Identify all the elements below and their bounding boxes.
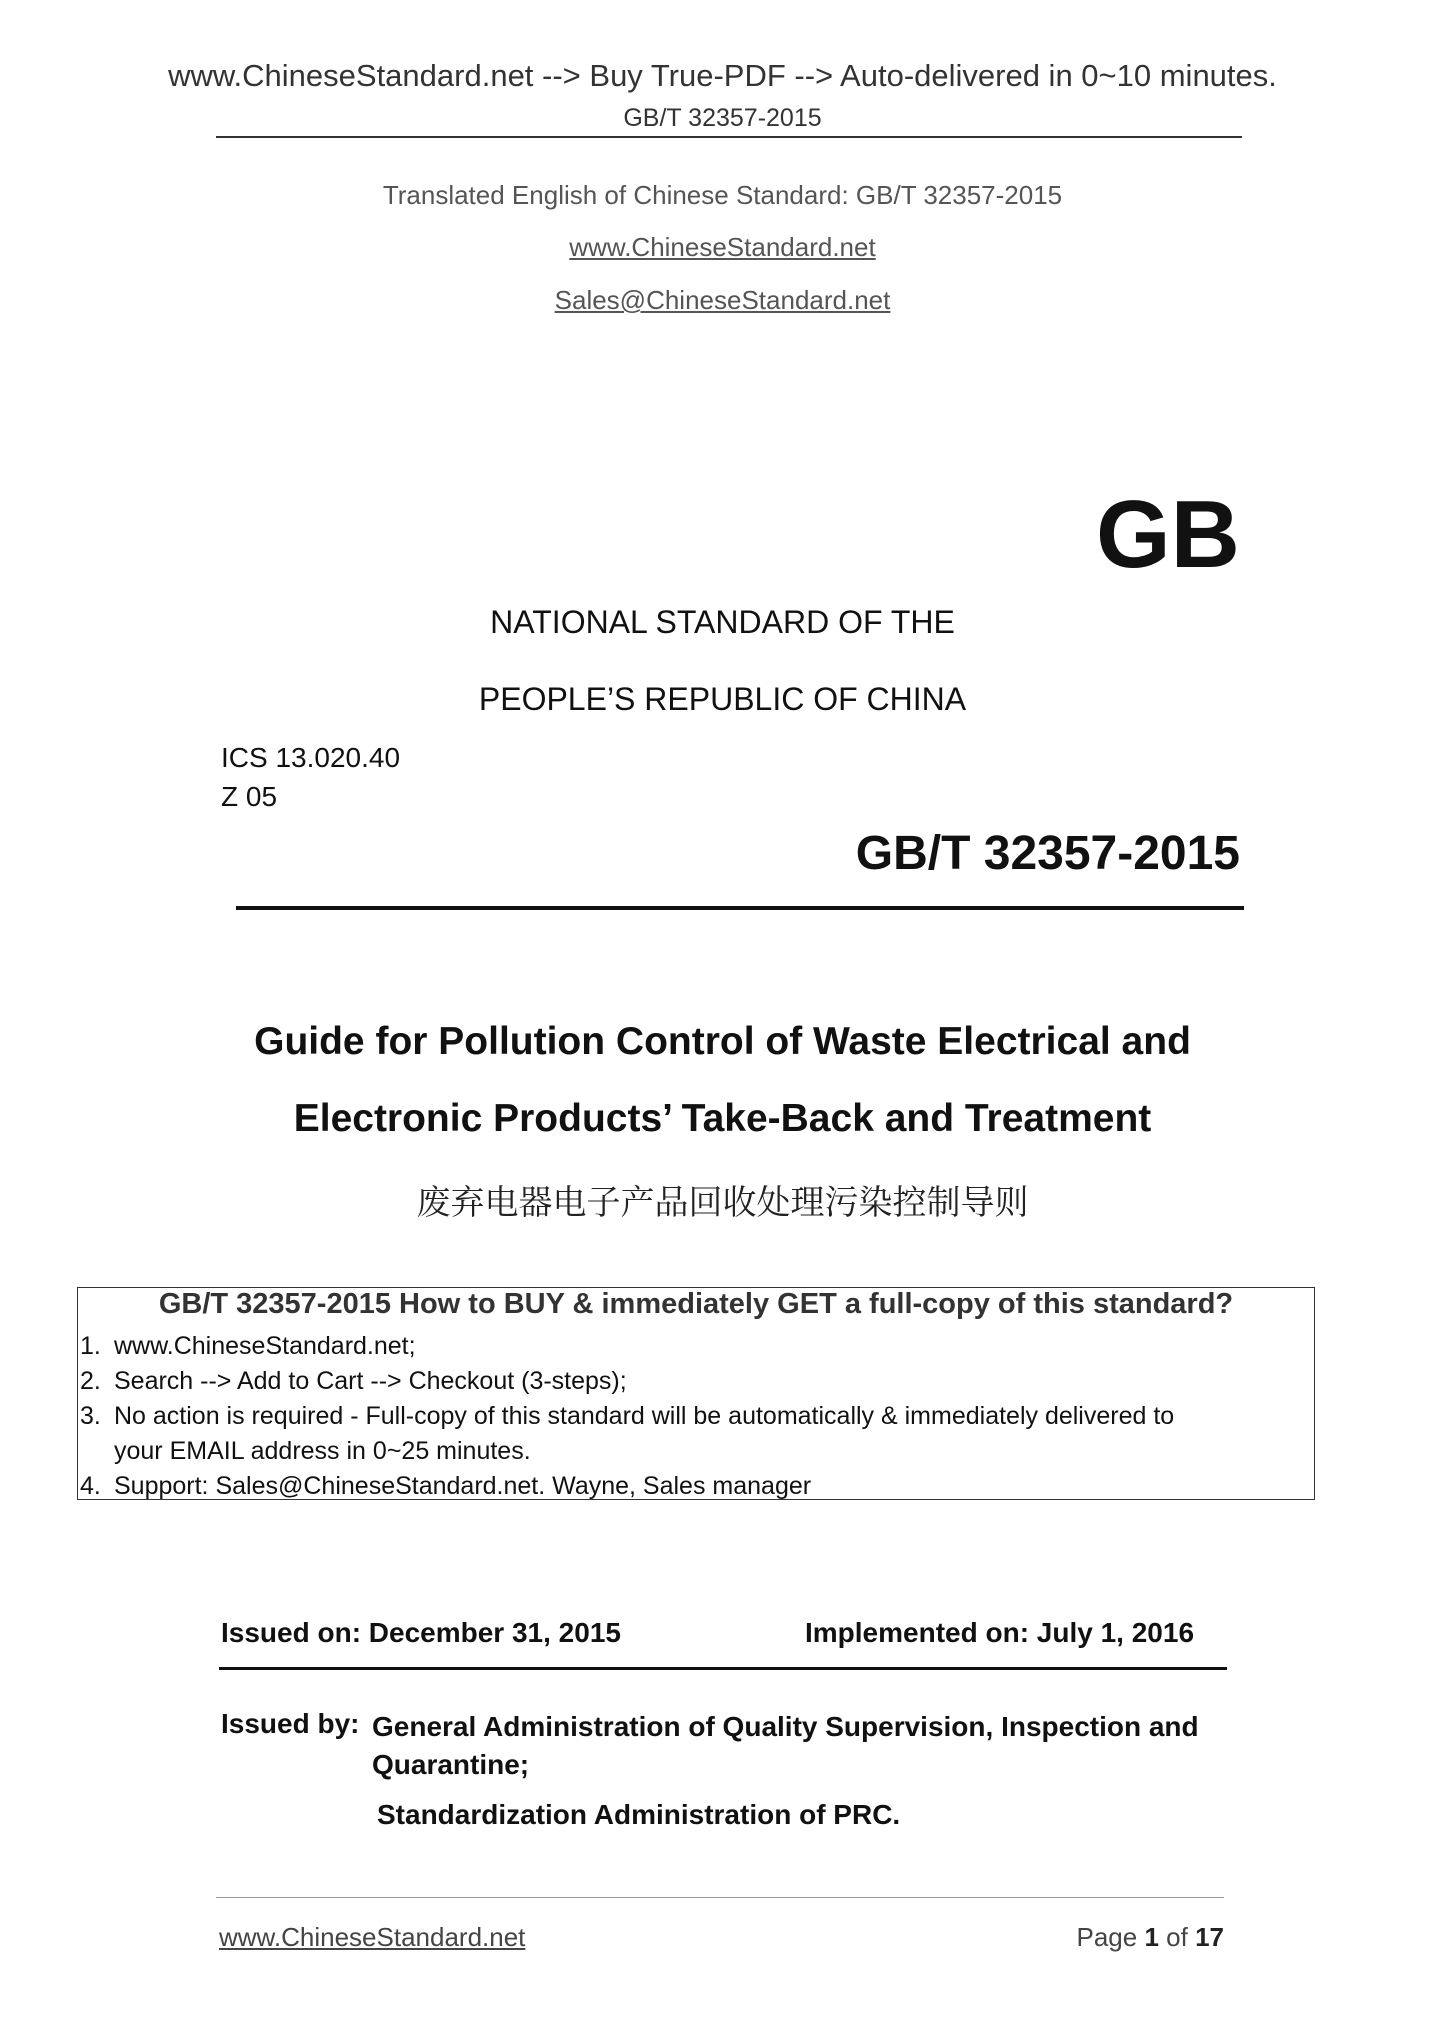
buy-step-2 [80,1367,627,1396]
buy-step-4 [80,1472,811,1501]
implemented-on-date: Implemented on: July 1, 2016 [805,1617,1195,1648]
step-text: No action is required - Full-copy of this standard will be automatically & immediately delivered to [114,1402,1175,1430]
issued-by-label: Issued by: [221,1708,360,1739]
buy-step-1 [80,1332,416,1361]
national-standard-line1: NATIONAL STANDARD OF THE [490,604,955,640]
site-link[interactable]: www.ChineseStandard.net [569,232,876,262]
header-banner: www.ChineseStandard.net --> Buy True-PDF --> Auto-delivered in 0~10 minutes. [168,58,1277,93]
national-standard-line2: PEOPLE’S REPUBLIC OF CHINA [478,681,967,717]
step-text: Support: Sales@ChineseStandard.net. Wayne, Sales manager [114,1472,812,1500]
document-title-line2: Electronic Products’ Take-Back and Treatment [293,1097,1152,1140]
step-text: Search --> Add to Cart --> Checkout (3-steps); [114,1367,627,1395]
issued-on-date: Issued on: December 31, 2015 [221,1617,621,1648]
gb-logo: GB [1096,481,1240,588]
site-link-container [0,232,1445,263]
dates-divider [219,1667,1227,1670]
translated-notice: Translated English of Chinese Standard: GB/T 32357-2015 [382,180,1063,210]
step-number: 4. [80,1472,101,1500]
title-divider [236,906,1244,910]
step-number: 3. [80,1402,101,1430]
footer-site-link[interactable]: www.ChineseStandard.net [219,1922,526,1952]
email-link-container [0,285,1445,316]
page-counter [1000,1922,1224,1953]
standard-number: GB/T 32357-2015 [855,827,1240,880]
issuing-organization-2: Standardization Administration of PRC. [377,1799,901,1830]
document-title-chinese: 废弃电器电子产品回收处理污染控制导则 [416,1183,1029,1223]
ics-code: ICS 13.020.40 [221,742,401,773]
footer-divider [216,1897,1224,1898]
step-number: 2. [80,1367,101,1395]
email-link[interactable]: Sales@ChineseStandard.net [554,285,891,315]
document-title-line1: Guide for Pollution Control of Waste Electrical and [254,1020,1191,1063]
page-current: 1 [1144,1922,1159,1952]
issuing-organization-1: General Administration of Quality Supervision, Inspection and Quarantine; [372,1711,1199,1780]
buy-instructions-heading: GB/T 32357-2015 How to BUY & immediately GET a full-copy of this standard? [158,1288,1234,1320]
buy-step-3-continuation: your EMAIL address in 0~25 minutes. [114,1437,531,1465]
page-label: Page [1076,1922,1138,1952]
buy-step-3 [80,1402,1174,1431]
page-total: 17 [1195,1922,1224,1952]
step-number: 1. [80,1332,101,1360]
header-doc-code: GB/T 32357-2015 [623,104,822,132]
step-text[interactable]: www.ChineseStandard.net; [114,1332,416,1360]
header-divider [216,136,1242,138]
page-of: of [1166,1922,1188,1952]
ccs-code: Z 05 [221,781,278,812]
